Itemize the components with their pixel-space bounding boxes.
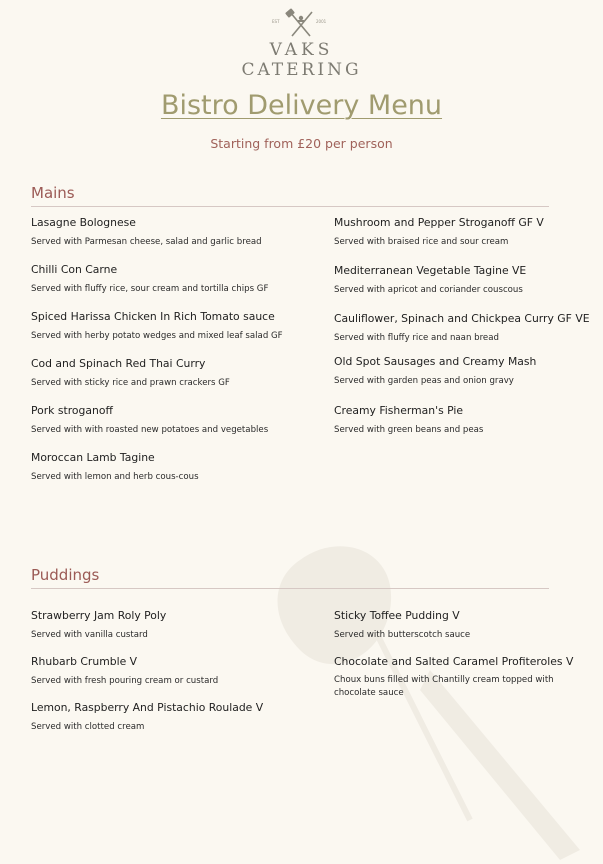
item-name: Spiced Harissa Chicken In Rich Tomato sauce (31, 310, 275, 323)
item-description: Served with Parmesan cheese, salad and garlic bread (31, 237, 262, 247)
est-right-label: 2001 (316, 19, 327, 24)
mains-heading: Mains (31, 184, 75, 202)
menu-item (334, 312, 603, 345)
item-name: Cod and Spinach Red Thai Curry (31, 357, 206, 370)
menu-item (334, 264, 603, 297)
puddings-divider (31, 588, 549, 589)
menu-item (334, 216, 603, 249)
item-description: Choux buns filled with Chantilly cream topped with chocolate sauce (334, 675, 554, 698)
menu-item (334, 355, 603, 388)
item-name: Old Spot Sausages and Creamy Mash (334, 355, 537, 368)
item-description: Served with braised rice and sour cream (334, 237, 509, 247)
mains-divider (31, 206, 549, 207)
item-name: Mediterranean Vegetable Tagine VE (334, 264, 527, 277)
item-name: Creamy Fisherman's Pie (334, 404, 464, 417)
crossed-utensils-icon (270, 8, 332, 38)
menu-item (334, 609, 603, 642)
menu-subtitle: Starting from £20 per person (210, 136, 393, 151)
menu-item (31, 263, 321, 296)
menu-item (31, 216, 321, 249)
item-description: Served with green beans and peas (334, 425, 484, 435)
brand-name-line1: VAKS (269, 40, 334, 60)
item-name: Mushroom and Pepper Stroganoff GF V (334, 216, 544, 229)
item-description: Served with apricot and coriander couscous (334, 285, 523, 295)
est-left-label: EST (272, 19, 280, 24)
item-name: Rhubarb Crumble V (31, 655, 138, 668)
item-description: Served with fluffy rice and naan bread (334, 333, 499, 343)
item-name: Strawberry Jam Roly Poly (31, 609, 167, 622)
menu-item (31, 451, 321, 484)
item-description: Served with vanilla custard (31, 630, 148, 640)
item-description: Served with clotted cream (31, 722, 145, 732)
item-name: Chilli Con Carne (31, 263, 118, 276)
item-name: Chocolate and Salted Caramel Profiteroles V (334, 655, 574, 668)
menu-item (31, 655, 321, 688)
item-name: Lemon, Raspberry And Pistachio Roulade V (31, 701, 264, 714)
item-name: Pork stroganoff (31, 404, 113, 417)
menu-item (31, 404, 321, 437)
item-description: Served with fresh pouring cream or custard (31, 676, 219, 686)
item-description: Served with butterscotch sauce (334, 630, 471, 640)
menu-item (334, 404, 603, 437)
menu-item (31, 701, 321, 734)
menu-title: Bistro Delivery Menu (160, 90, 443, 121)
item-description: Served with with roasted new potatoes and vegetables (31, 425, 269, 435)
menu-item (31, 609, 321, 642)
item-name: Moroccan Lamb Tagine (31, 451, 155, 464)
item-description: Served with garden peas and onion gravy (334, 376, 514, 386)
item-name: Cauliflower, Spinach and Chickpea Curry GF VE (334, 312, 590, 325)
item-description: Served with herby potato wedges and mixed leaf salad GF (31, 331, 283, 341)
puddings-heading: Puddings (31, 566, 100, 584)
menu-item (334, 655, 603, 700)
item-name: Lasagne Bolognese (31, 216, 136, 229)
menu-item (31, 310, 321, 343)
item-name: Sticky Toffee Pudding V (334, 609, 460, 622)
item-description: Served with lemon and herb cous-cous (31, 472, 199, 482)
item-description: Served with sticky rice and prawn crackers GF (31, 378, 230, 388)
item-description: Served with fluffy rice, sour cream and tortilla chips GF (31, 284, 269, 294)
brand-name-line2: CATERING (241, 60, 362, 80)
menu-item (31, 357, 321, 390)
